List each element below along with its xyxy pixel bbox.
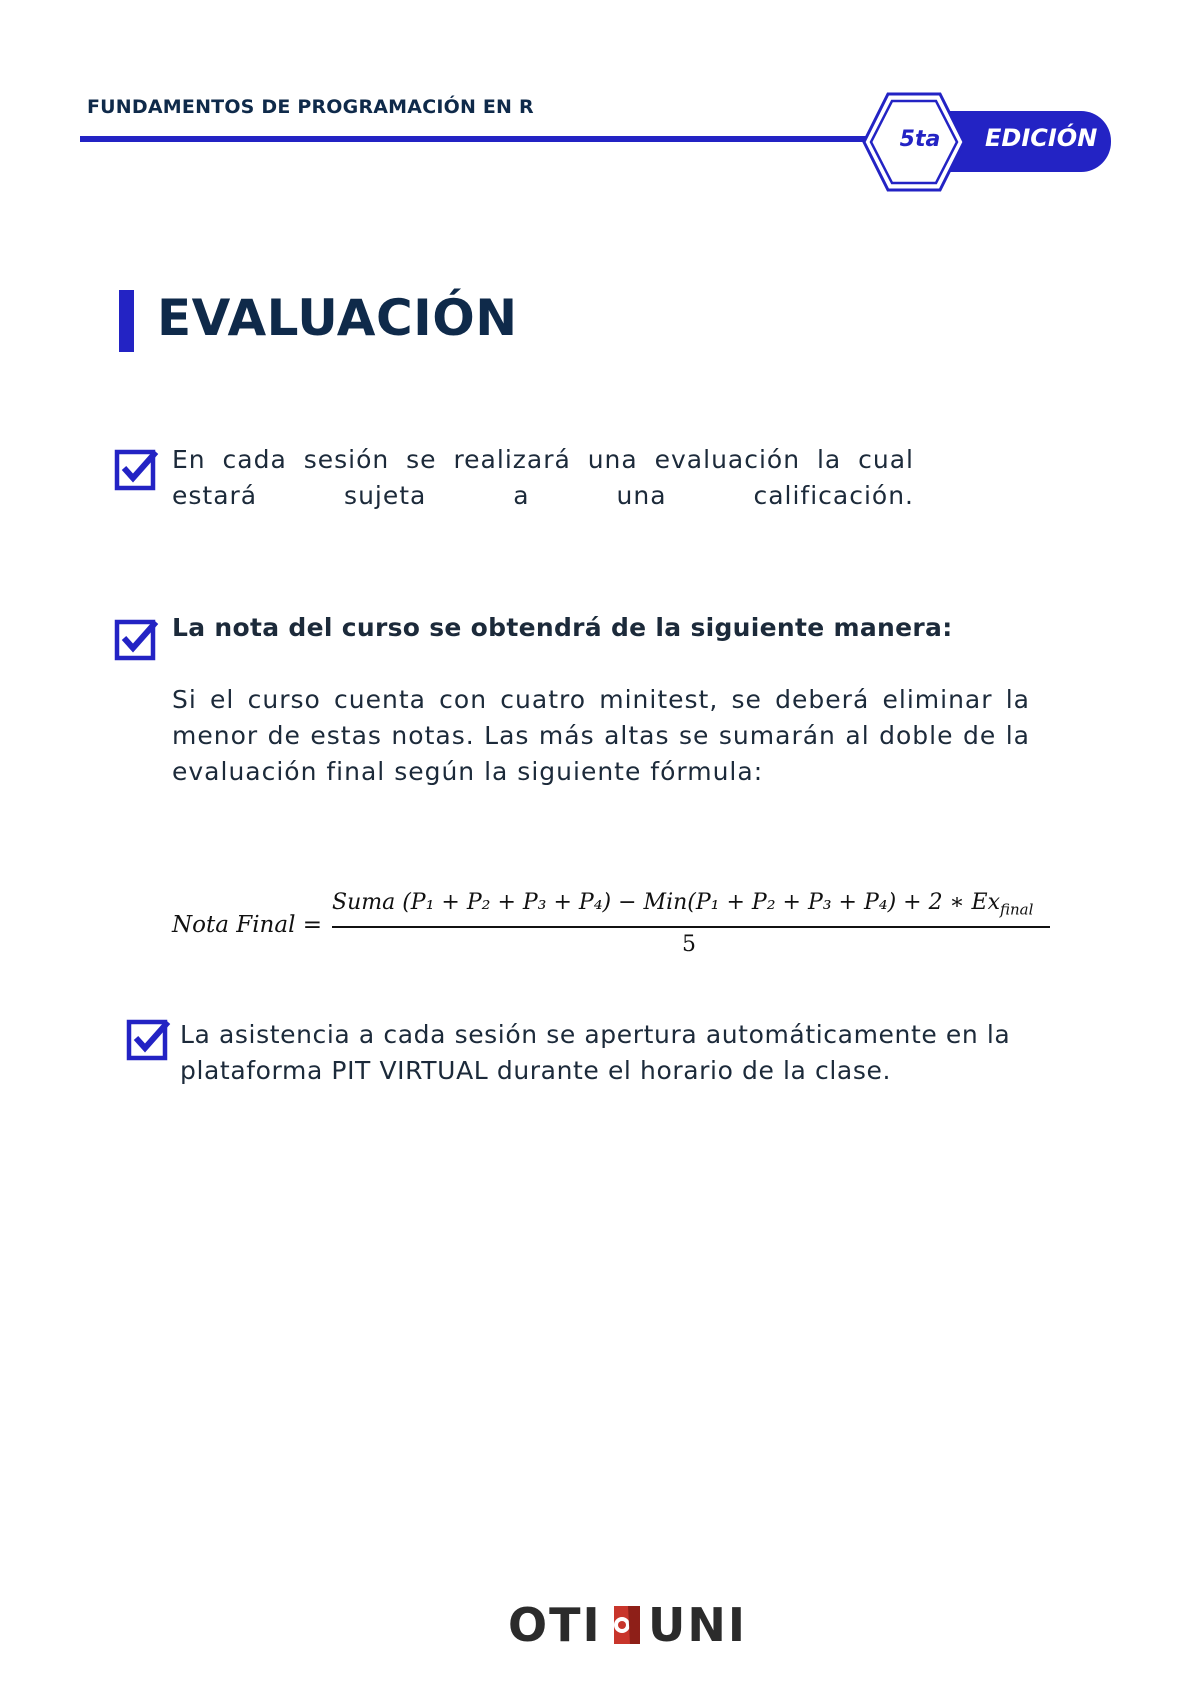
edition-number: 5ta [899, 127, 941, 152]
header-rule [80, 136, 880, 142]
title-accent-bar [119, 290, 134, 352]
page-title: EVALUACIÓN [157, 289, 518, 347]
formula-denominator: 5 [682, 932, 696, 957]
evaluation-paragraph: En cada sesión se realizará una evaluación la cual estará sujeta a una calificación. [172, 445, 914, 510]
grade-formula [172, 880, 1052, 970]
document-header-title: FUNDAMENTOS DE PROGRAMACIÓN EN R [87, 96, 534, 118]
formula-subscript: final [1000, 900, 1034, 919]
edition-badge-label: EDICIÓN [985, 124, 1098, 152]
checkbox-checked-icon [114, 616, 160, 662]
attendance-paragraph: La asistencia a cada sesión se apertura automáticamente en la plataforma PIT VIRTUAL durante el horario de la clase. [180, 1020, 1011, 1085]
gear-icon [610, 1604, 644, 1646]
grade-heading: La nota del curso se obtendrá de la siguiente manera: [172, 613, 953, 642]
logo-uni-text: UNI [648, 1598, 747, 1652]
formula-numerator-main: Suma (P₁ + P₂ + P₃ + P₄) − Min(P₁ + P₂ + P₃ + P₄) + 2 ∗ Ex [332, 890, 1001, 915]
checkbox-checked-icon [126, 1016, 172, 1062]
grade-paragraph: Si el curso cuenta con cuatro minitest, se deberá eliminar la menor de estas notas. Las más altas se sumarán al doble de la evaluación final según la siguiente fórmula: [172, 685, 1030, 786]
fraction-line [332, 926, 1050, 928]
formula-lhs: Nota Final = [172, 912, 323, 938]
checkbox-checked-icon [114, 446, 160, 492]
logo-oti-text: OTI [508, 1598, 602, 1652]
formula-numerator [332, 890, 1033, 918]
